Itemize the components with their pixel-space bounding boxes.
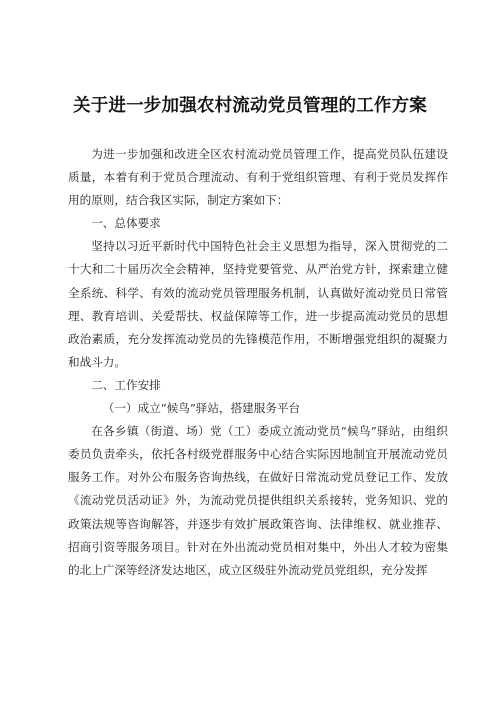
intro-paragraph: 为进一步加强和改进全区农村流动党员管理工作，提高党员队伍建设质量，本着有利于党员合理流动、有利于党组织管理、有利于党员发挥作用的原则，结合我区实际，制定方案如下： [68, 147, 448, 208]
subsection-heading-station: （一）成立“候鸟”驿站，搭建服务平台 [102, 401, 301, 416]
document-title: 关于进一步加强农村流动党员管理的工作方案 [73, 96, 427, 116]
section-heading-general-requirements: 一、总体要求 [91, 216, 161, 231]
general-requirements-paragraph: 坚持以习近平新时代中国特色社会主义思想为指导，深入贯彻党的二十大和二十届历次全会精神，坚持党要管党、从严治党方针，探索建立健全系统、科学、有效的流动党员管理服务机制，认真做好流动党员日常管理、教育培训、关爱帮扶、权益保障等工作，进一步提高流动党员的思想政治素质，充分发挥流动党员的先锋模范作用，不断增强党组织的凝聚力和战斗力。 [68, 239, 448, 369]
document-body [68, 143, 448, 582]
section-heading-work-arrangement: 二、工作安排 [91, 377, 161, 392]
station-paragraph: 在各乡镇（街道、场）党（工）委成立流动党员“候鸟”驿站，由组织委员负责牵头，依托各村级党群服务中心结合实际因地制宜开展流动党员服务工作。对外公布服务咨询热线，在做好日常流动党员登记工作、发放《流动党员活动证》外，为流动党员提供组织关系接转，党务知识、党的政策法规等咨询解答，并逐步有效扩展政策咨询、法律维权、就业推荐、招商引资等服务项目。针对在外出流动党员相对集中，外出人才较为密集的北上广深等经济发达地区，成立区级驻外流动党员党组织，充分发挥 [68, 424, 448, 577]
